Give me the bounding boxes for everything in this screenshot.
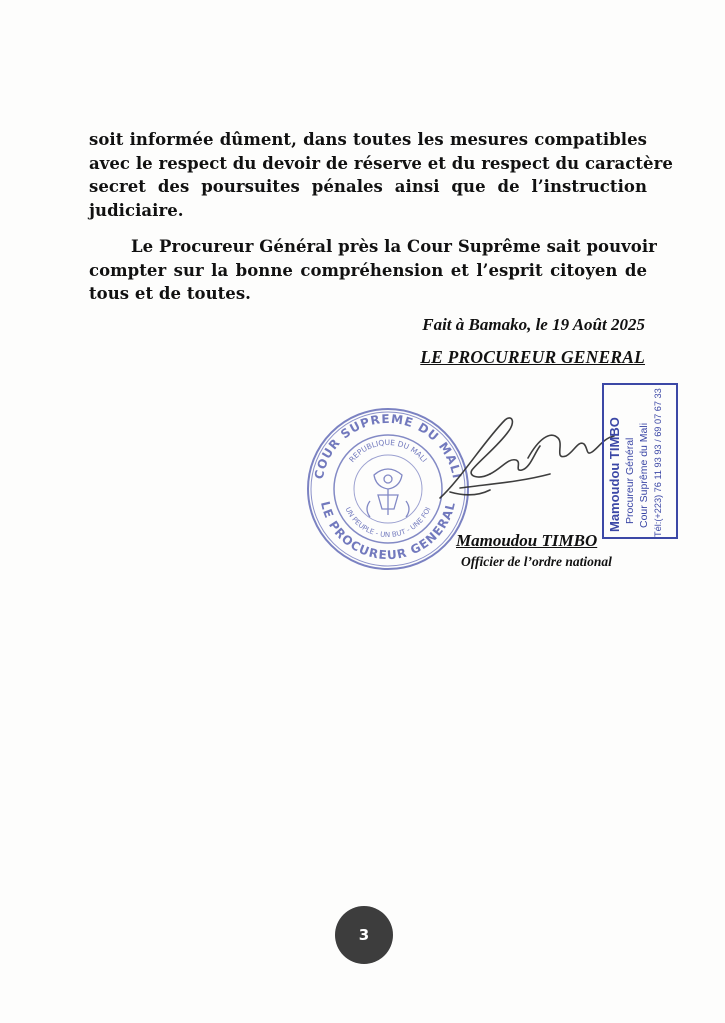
paragraph-line: secret des poursuites pénales ainsi que de l’instruction bbox=[89, 177, 647, 196]
svg-text:REPUBLIQUE DU MALI bbox=[347, 438, 429, 464]
stamp-name-text: Mamoudou TIMBO bbox=[607, 417, 622, 532]
signer-title: LE PROCUREUR GENERAL bbox=[420, 347, 645, 367]
paragraph-line: soit informée dûment, dans toutes les mesures compatibles bbox=[89, 130, 647, 149]
body-paragraph-1 bbox=[89, 128, 673, 222]
emblem-icon bbox=[367, 469, 409, 517]
body-paragraph-2 bbox=[89, 235, 657, 306]
seal-outer-bottom-text: LE PROCUREUR GENERAL bbox=[317, 500, 459, 563]
paragraph-line: compter sur la bonne compréhension et l’esprit citoyen de bbox=[89, 260, 647, 280]
paragraph-line: Le Procureur Général près la Cour Suprême sait pouvoir bbox=[131, 237, 657, 256]
place-date: Fait à Bamako, le 19 Août 2025 bbox=[422, 315, 645, 334]
stamp-court-text: Cour Suprême du Mali bbox=[638, 422, 650, 528]
signer-name: Mamoudou TIMBO bbox=[456, 531, 598, 550]
name-stamp-icon bbox=[601, 382, 679, 540]
signer-distinction: Officier de l’ordre national bbox=[461, 554, 612, 569]
page-number: 3 bbox=[358, 926, 370, 944]
stamp-role-text: Procureur Général bbox=[624, 437, 636, 524]
paragraph-line: tous et de toutes. bbox=[89, 284, 251, 303]
seal-outer-top-text: COUR SUPREME DU MALI bbox=[311, 411, 465, 481]
stamp-phone-text: Tél:(+223) 76 11 93 93 / 69 07 67 33 bbox=[653, 388, 663, 537]
paragraph-line: avec le respect du devoir de réserve et du respect du caractère bbox=[89, 153, 673, 173]
page-number-badge bbox=[335, 906, 393, 964]
handwritten-signature-icon bbox=[430, 400, 620, 510]
seal-inner-top-text: REPUBLIQUE DU MALI bbox=[347, 437, 429, 464]
seal-inner-bottom-text: UN PEUPLE - UN BUT - UNE FOI bbox=[343, 505, 433, 540]
paragraph-line: judiciaire. bbox=[89, 200, 184, 220]
